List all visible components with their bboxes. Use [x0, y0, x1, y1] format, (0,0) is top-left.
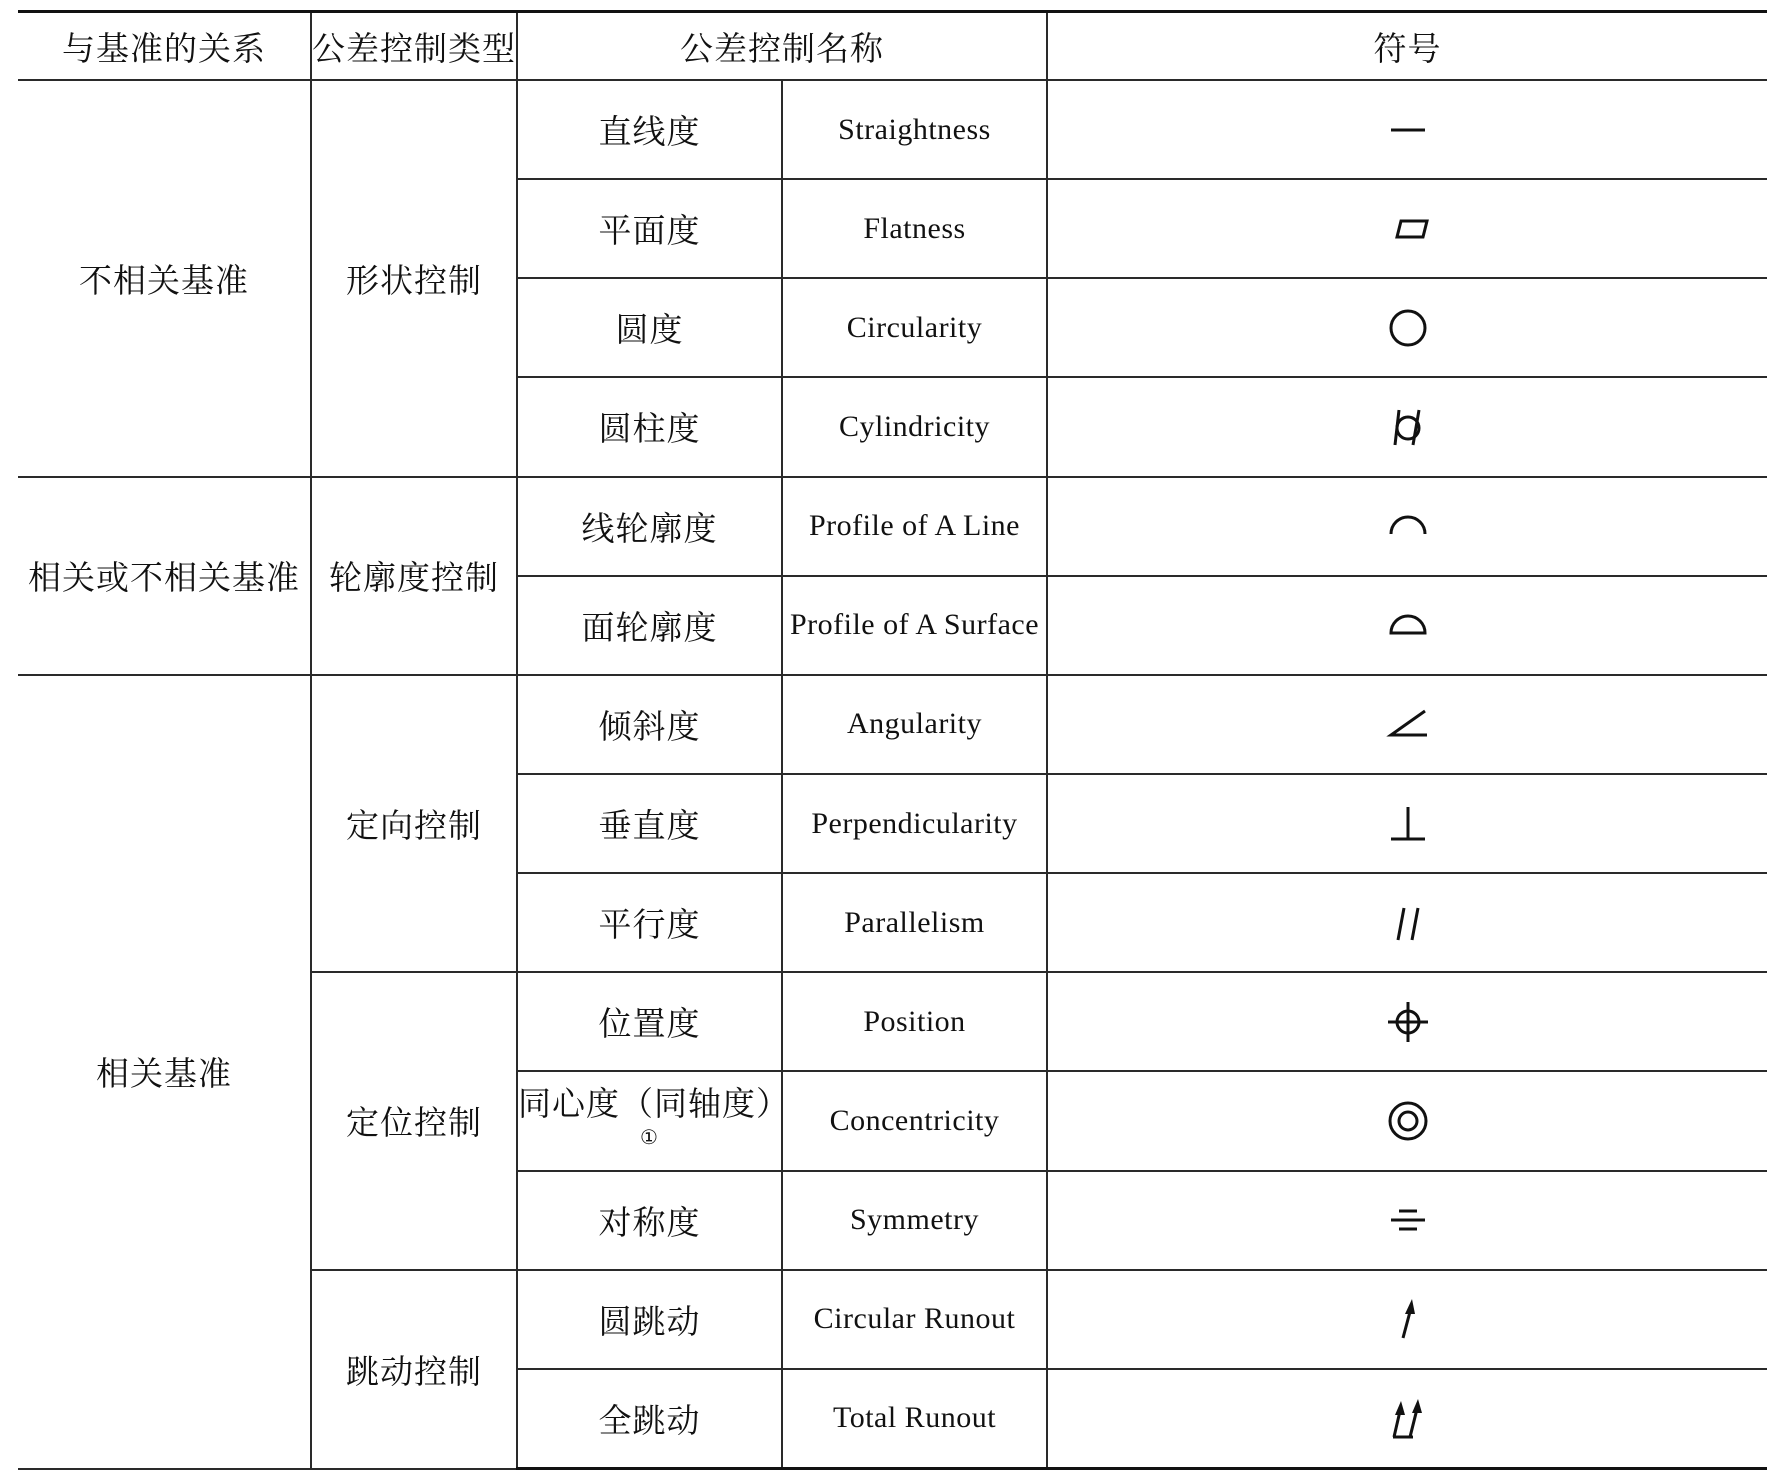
symmetry-icon [1383, 1195, 1433, 1245]
header-control-type: 公差控制类型 [311, 12, 517, 81]
name-zh-cell: 平面度 [517, 179, 782, 278]
name-en-cell: Cylindricity [782, 377, 1047, 476]
header-symbol: 符号 [1047, 12, 1767, 81]
name-en-cell: Flatness [782, 179, 1047, 278]
control-type-cell: 定向控制 [311, 675, 517, 972]
table-row [18, 675, 1767, 774]
table-row [18, 477, 1767, 576]
symbol-cell [1047, 477, 1767, 576]
gdt-symbol-table [18, 10, 1767, 1470]
name-en-cell: Angularity [782, 675, 1047, 774]
name-zh-cell: 线轮廓度 [517, 477, 782, 576]
symbol-cell [1047, 278, 1767, 377]
name-en-cell: Symmetry [782, 1171, 1047, 1270]
control-type-cell: 跳动控制 [311, 1270, 517, 1469]
name-en-cell: Circularity [782, 278, 1047, 377]
symbol-cell [1047, 179, 1767, 278]
perpendicularity-icon [1383, 799, 1433, 849]
angularity-icon [1383, 699, 1433, 749]
name-zh-text: 同心度（同轴度） [518, 1083, 790, 1123]
name-zh-cell: 面轮廓度 [517, 576, 782, 675]
name-en-cell: Profile of A Line [782, 477, 1047, 576]
name-en-cell: Parallelism [782, 873, 1047, 972]
footnote-marker: ① [640, 1124, 659, 1149]
name-en-cell: Straightness [782, 80, 1047, 179]
symbol-cell [1047, 1369, 1767, 1469]
symbol-cell [1047, 1071, 1767, 1170]
name-en-cell: Position [782, 972, 1047, 1071]
parallelism-icon [1383, 898, 1433, 948]
name-zh-cell: 直线度 [517, 80, 782, 179]
cylindricity-icon [1383, 402, 1433, 452]
name-en-cell: Perpendicularity [782, 774, 1047, 873]
symbol-cell [1047, 675, 1767, 774]
name-en-cell: Total Runout [782, 1369, 1047, 1469]
name-zh-cell: 全跳动 [517, 1369, 782, 1469]
profile-line-icon [1383, 501, 1433, 551]
symbol-cell [1047, 1171, 1767, 1270]
circular-runout-icon [1383, 1294, 1433, 1344]
name-zh-cell: 圆柱度 [517, 377, 782, 476]
name-zh-cell [517, 1071, 790, 1170]
control-type-cell: 定位控制 [311, 972, 517, 1269]
name-zh-cell: 平行度 [517, 873, 782, 972]
total-runout-icon [1383, 1393, 1433, 1443]
name-zh-cell: 位置度 [517, 972, 782, 1071]
header-row [18, 12, 1767, 81]
name-zh-cell: 对称度 [517, 1171, 782, 1270]
header-relation: 与基准的关系 [18, 12, 311, 81]
name-zh-cell: 圆度 [517, 278, 782, 377]
name-zh-cell: 垂直度 [517, 774, 782, 873]
name-zh-cell: 圆跳动 [517, 1270, 782, 1369]
profile-surface-icon [1383, 600, 1433, 650]
name-en-cell: Circular Runout [782, 1270, 1047, 1369]
symbol-cell [1047, 80, 1767, 179]
concentricity-icon [1383, 1096, 1433, 1146]
table-row [18, 80, 1767, 179]
name-en-cell: Profile of A Surface [782, 576, 1047, 675]
symbol-cell [1047, 576, 1767, 675]
header-control-name: 公差控制名称 [517, 12, 1047, 81]
relation-cell: 不相关基准 [18, 80, 311, 477]
symbol-cell [1047, 873, 1767, 972]
flatness-icon [1383, 204, 1433, 254]
circularity-icon [1383, 303, 1433, 353]
name-zh-cell: 倾斜度 [517, 675, 782, 774]
control-type-cell: 轮廓度控制 [311, 477, 517, 675]
name-en-cell: Concentricity [782, 1071, 1047, 1170]
straightness-icon [1383, 105, 1433, 155]
symbol-cell [1047, 774, 1767, 873]
relation-cell: 相关或不相关基准 [18, 477, 311, 675]
symbol-cell [1047, 377, 1767, 476]
relation-cell: 相关基准 [18, 675, 311, 1469]
control-type-cell: 形状控制 [311, 80, 517, 477]
position-icon [1383, 997, 1433, 1047]
symbol-cell [1047, 1270, 1767, 1369]
symbol-cell [1047, 972, 1767, 1071]
